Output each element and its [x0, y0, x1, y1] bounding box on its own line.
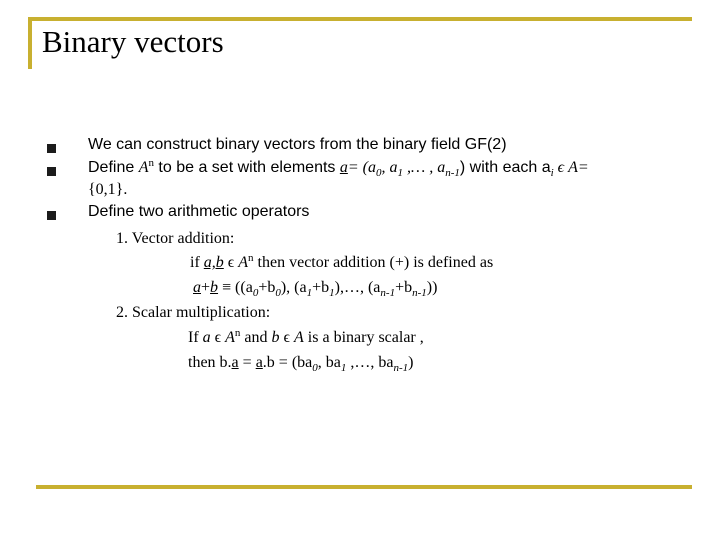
text: ))	[426, 279, 438, 296]
vector-addition-heading	[116, 229, 234, 249]
subscript: 0	[252, 287, 259, 299]
math-text: = (a	[347, 159, 376, 176]
heading-text: 2. Scalar multiplication:	[116, 304, 271, 321]
bullet-marker	[47, 211, 56, 220]
text: ,…, ba	[346, 354, 394, 371]
title-frame-left-rule	[28, 17, 32, 69]
text: if	[190, 254, 204, 271]
text: ), (a	[280, 279, 307, 296]
heading-text: 1. Vector addition:	[116, 230, 235, 247]
subscript: 0	[375, 167, 382, 179]
subscript: 1	[306, 287, 313, 299]
text: b.	[219, 354, 232, 371]
bullet-2-continuation	[88, 180, 127, 200]
subscript: 0	[275, 287, 281, 299]
math-text: , a	[381, 159, 398, 176]
text: ϵ	[279, 329, 295, 346]
subscript: n-1	[393, 362, 409, 374]
vector-symbol: a	[339, 159, 348, 176]
text: If	[188, 329, 203, 346]
footer-rule	[36, 485, 692, 489]
text: = (ba	[274, 354, 313, 371]
vector-symbol: b	[210, 279, 219, 296]
text: ϵ	[210, 329, 226, 346]
bullet-2-part: to be a set with elements	[153, 159, 340, 176]
math-text: ,… , a	[402, 159, 446, 176]
set-symbol: A	[294, 329, 304, 346]
text: ),…, (a	[334, 279, 381, 296]
set-symbol: A	[225, 329, 235, 346]
scalar-multiplication-heading	[116, 303, 270, 323]
slide-title: Binary vectors	[42, 24, 224, 59]
vector-addition-condition	[190, 253, 493, 273]
subscript: n-1	[380, 287, 396, 299]
text: =	[238, 354, 256, 371]
text: +b	[312, 279, 330, 296]
subscript: i	[550, 167, 554, 179]
bullet-text-1	[88, 135, 507, 155]
subscript: 1	[329, 287, 335, 299]
superscript: n	[234, 327, 241, 339]
bullet-1-text: We can construct binary vectors from the binary field GF(2)	[88, 136, 507, 153]
bullet-marker	[47, 144, 56, 153]
subscript: n-1	[412, 287, 427, 299]
text: +	[201, 279, 211, 296]
vector-symbol: a	[202, 329, 211, 346]
text: and	[240, 329, 272, 346]
math-text: ϵ A=	[553, 159, 589, 176]
set-literal: {0,1}.	[88, 181, 128, 198]
scalar-multiplication-condition	[188, 328, 424, 348]
superscript: n	[148, 157, 154, 169]
vector-addition-definition	[193, 278, 437, 298]
text: .b	[262, 354, 275, 371]
bullet-text-2	[88, 158, 589, 178]
vector-symbol: a	[193, 279, 201, 296]
bullet-3-text: Define two arithmetic operators	[88, 203, 310, 220]
text: , ba	[317, 354, 341, 371]
subscript: 1	[397, 167, 403, 179]
vector-symbol: a	[255, 354, 263, 371]
bullet-2-part: ) with each a	[459, 159, 551, 176]
scalar-multiplication-definition	[188, 353, 413, 373]
text: ≡ ((a	[218, 279, 253, 296]
text: then vector addition (+) is defined as	[253, 254, 494, 271]
bullet-text-3	[88, 202, 309, 222]
text: +b	[258, 279, 276, 296]
text: ϵ	[223, 254, 239, 271]
set-symbol: A	[238, 254, 249, 271]
vector-symbol: a,b	[203, 254, 224, 271]
text: +b	[395, 279, 413, 296]
title-frame-top-rule	[28, 17, 692, 21]
vector-symbol: a	[231, 354, 239, 371]
scalar-symbol: b	[271, 329, 280, 346]
superscript: n	[248, 252, 254, 264]
text: then	[188, 354, 220, 371]
bullet-2-part: Define	[88, 159, 139, 176]
set-symbol: A	[138, 159, 149, 176]
subscript: 1	[340, 362, 347, 374]
text: )	[408, 354, 414, 371]
text: is a binary scalar ,	[303, 329, 424, 346]
subscript: 0	[312, 362, 318, 374]
subscript: n-1	[445, 167, 460, 179]
bullet-marker	[47, 167, 56, 176]
